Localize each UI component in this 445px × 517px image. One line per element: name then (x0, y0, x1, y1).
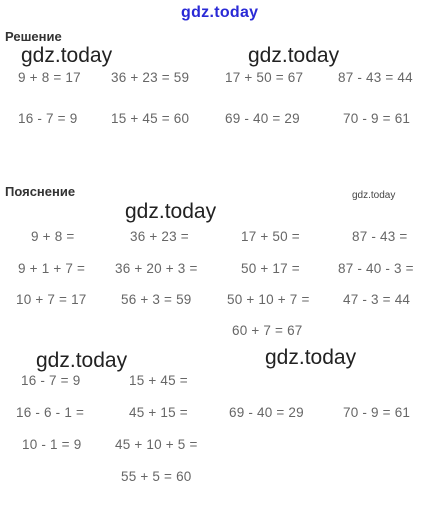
watermark: gdz.today (265, 346, 357, 369)
watermark: gdz.today (21, 44, 113, 67)
equation: 10 - 1 = 9 (22, 437, 82, 452)
equation: 87 - 43 = (352, 229, 408, 244)
watermark-small: gdz.today (352, 190, 396, 201)
equation: 87 - 40 - 3 = (338, 261, 414, 276)
equation: 69 - 40 = 29 (225, 111, 300, 126)
equation: 36 + 23 = (130, 229, 189, 244)
equation: 45 + 15 = (129, 405, 188, 420)
equation: 56 + 3 = 59 (121, 292, 192, 307)
equation: 70 - 9 = 61 (343, 405, 411, 420)
equation: 17 + 50 = (241, 229, 300, 244)
equation: 55 + 5 = 60 (121, 469, 192, 484)
equation: 16 - 7 = 9 (21, 373, 81, 388)
equation: 9 + 1 + 7 = (18, 261, 86, 276)
equation: 47 - 3 = 44 (343, 292, 411, 307)
explanation-heading: Пояснение (5, 184, 76, 199)
equation: 36 + 20 + 3 = (115, 261, 198, 276)
equation: 16 - 6 - 1 = (16, 405, 85, 420)
equation: 15 + 45 = 60 (111, 111, 190, 126)
equation: 70 - 9 = 61 (343, 111, 411, 126)
equation: 16 - 7 = 9 (18, 111, 78, 126)
watermark: gdz.today (248, 44, 340, 67)
equation: 50 + 10 + 7 = (227, 292, 310, 307)
equation: 9 + 8 = (31, 229, 75, 244)
equation: 45 + 10 + 5 = (115, 437, 198, 452)
solution-heading: Решение (5, 29, 62, 44)
site-logo[interactable]: gdz.today (181, 4, 259, 21)
equation: 17 + 50 = 67 (225, 70, 304, 85)
equation: 36 + 23 = 59 (111, 70, 190, 85)
watermark: gdz.today (36, 349, 128, 372)
equation: 50 + 17 = (241, 261, 300, 276)
equation: 69 - 40 = 29 (229, 405, 304, 420)
watermark: gdz.today (125, 200, 217, 223)
equation: 9 + 8 = 17 (18, 70, 81, 85)
equation: 60 + 7 = 67 (232, 323, 303, 338)
equation: 10 + 7 = 17 (16, 292, 87, 307)
equation: 15 + 45 = (129, 373, 188, 388)
equation: 87 - 43 = 44 (338, 70, 413, 85)
